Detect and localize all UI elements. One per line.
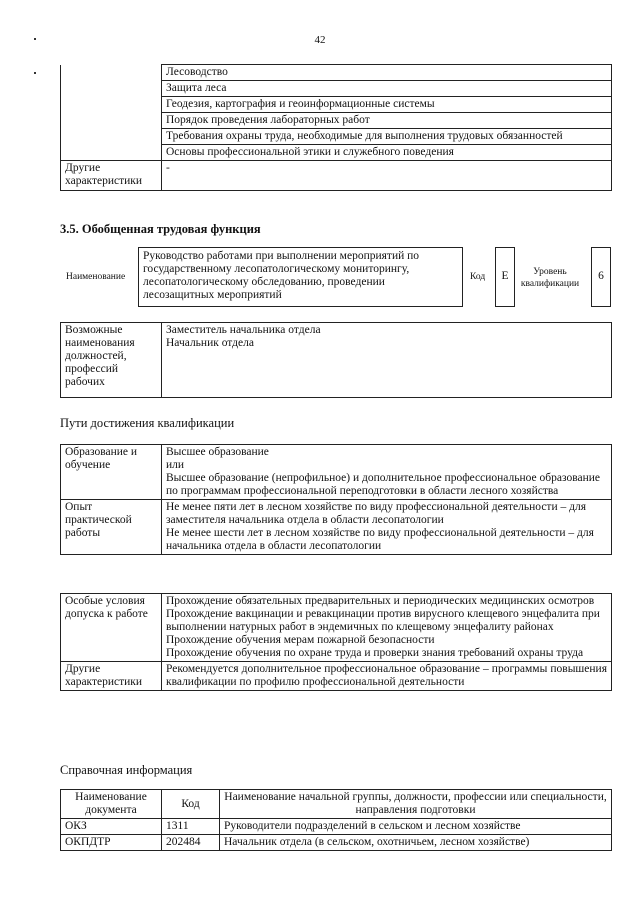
reference-heading: Справочная информация (60, 763, 193, 777)
ref-header-name: Наименование начальной группы, должности, профессии или специальности, направления подготовки (220, 790, 612, 819)
conditions-values (162, 594, 612, 662)
condition-line: Прохождение вакцинации и ревакцинации против вирусного клещевого энцефалита при выполнении натурных работ в эндемичных по клещевому энцефалиту районах (166, 608, 600, 633)
positions-table (60, 322, 612, 398)
ref-cell-code: 1311 (162, 819, 220, 835)
table-row (61, 819, 612, 835)
experience-values (162, 500, 612, 555)
other-characteristics-label: Другие характеристики (61, 161, 162, 191)
section-title: 3.5. Обобщенная трудовая функция (60, 222, 261, 236)
margin-mark (34, 38, 36, 40)
page-number: 42 (314, 34, 326, 46)
condition-line: Прохождение обучения мерам пожарной безопасности (166, 634, 435, 646)
knowledge-item: Требования охраны труда, необходимые для выполнения трудовых обязанностей (162, 129, 612, 145)
ref-header-document: Наименование документа (61, 790, 162, 819)
experience-label: Опыт практической работы (61, 500, 162, 555)
function-name-box: Руководство работами при выполнении мероприятий по государственному лесопатологическому мониторингу, лесопатологическому обследованию, проведении лесозащитных мероприятий (138, 247, 463, 307)
education-values (162, 445, 612, 500)
other-characteristics-value: - (162, 161, 612, 191)
conditions-other-label: Другие характеристики (61, 662, 162, 691)
education-line: Высшее образование (166, 446, 269, 458)
experience-line: Не менее шести лет в лесном хозяйстве по виду профессиональной деятельности – для начальника отдела в области лесопатологии (166, 527, 594, 552)
conditions-other-value: Рекомендуется дополнительное профессиональное образование – программы повышения квалификации по профилю профессиональной деятельности (162, 662, 612, 691)
experience-line: Не менее пяти лет в лесном хозяйстве по виду профессиональной деятельности – для заместителя начальника отдела в области лесопатологии (166, 501, 586, 526)
ref-cell-name: Руководители подразделений в сельском и лесном хозяйстве (220, 819, 612, 835)
ref-cell-document: ОКЗ (61, 819, 162, 835)
ref-cell-code: 202484 (162, 835, 220, 851)
reference-table (60, 789, 612, 851)
positions-values (162, 323, 612, 398)
ref-header-code: Код (162, 790, 220, 819)
qualification-heading: Пути достижения квалификации (60, 416, 235, 430)
positions-label: Возможные наименования должностей, профессий рабочих (61, 323, 162, 398)
education-line: Высшее образование (непрофильное) и дополнительное профессиональное образование по программам профессиональной переподготовки в области лесного хозяйства (166, 472, 600, 497)
code-label: Код (470, 272, 486, 282)
qualification-table (60, 444, 612, 555)
condition-line: Прохождение обучения по охране труда и проверки знания требований охраны труда (166, 647, 584, 659)
position-item: Начальник отдела (166, 337, 254, 349)
position-item: Заместитель начальника отдела (166, 324, 321, 336)
education-line: или (166, 459, 185, 471)
education-label: Образование и обучение (61, 445, 162, 500)
knowledge-item: Основы профессиональной этики и служебного поведения (162, 145, 612, 161)
code-value-box: E (495, 247, 515, 307)
margin-mark (34, 72, 36, 74)
name-label: Наименование (66, 272, 126, 282)
knowledge-label-cell (61, 65, 162, 161)
knowledge-item: Порядок проведения лабораторных работ (162, 113, 612, 129)
condition-line: Прохождение обязательных предварительных и периодических медицинских осмотров (166, 595, 595, 607)
knowledge-table (60, 64, 612, 191)
table-row (61, 835, 612, 851)
level-value-box: 6 (591, 247, 611, 307)
knowledge-item: Геодезия, картография и геоинформационные системы (162, 97, 612, 113)
ref-cell-name: Начальник отдела (в сельском, охотничьем, лесном хозяйстве) (220, 835, 612, 851)
knowledge-item: Лесоводство (162, 65, 612, 81)
conditions-table (60, 593, 612, 691)
ref-cell-document: ОКПДТР (61, 835, 162, 851)
knowledge-item: Защита леса (162, 81, 612, 97)
level-label: Уровень квалификации (520, 267, 580, 289)
conditions-label: Особые условия допуска к работе (61, 594, 162, 662)
